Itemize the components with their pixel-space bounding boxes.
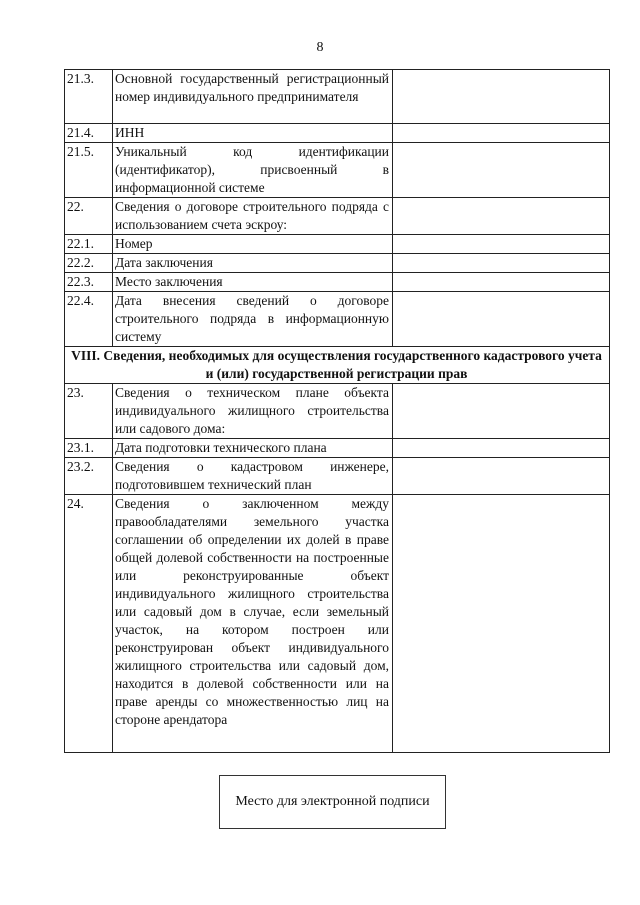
item-number: 22.1.	[65, 235, 113, 254]
page-number: 8	[316, 40, 324, 55]
table-row	[65, 235, 610, 254]
item-value-cell[interactable]	[393, 254, 610, 273]
item-number: 22.4.	[65, 292, 113, 347]
item-value-cell[interactable]	[393, 70, 610, 124]
item-description: Номер	[113, 235, 393, 254]
item-value-cell[interactable]	[393, 235, 610, 254]
item-number: 23.2.	[65, 458, 113, 495]
item-description: Дата подготовки технического плана	[113, 439, 393, 458]
item-value-cell[interactable]	[393, 143, 610, 198]
item-description: ИНН	[113, 124, 393, 143]
item-number: 21.4.	[65, 124, 113, 143]
item-value-cell[interactable]	[393, 273, 610, 292]
table-row	[65, 254, 610, 273]
item-number: 22.3.	[65, 273, 113, 292]
table-row	[65, 292, 610, 347]
item-value-cell[interactable]	[393, 124, 610, 143]
item-description: Сведения о кадастровом инженере, подготовившем технический план	[113, 458, 393, 495]
item-number: 23.1.	[65, 439, 113, 458]
table-row	[65, 458, 610, 495]
item-value-cell[interactable]	[393, 495, 610, 753]
form-table	[64, 69, 610, 753]
item-value-cell[interactable]	[393, 384, 610, 439]
section-header-row	[65, 347, 610, 384]
item-value-cell[interactable]	[393, 439, 610, 458]
item-description: Дата внесения сведений о договоре строительного подряда в информационную систему	[113, 292, 393, 347]
table-row	[65, 198, 610, 235]
table-row	[65, 384, 610, 439]
section-heading: VIII. Сведения, необходимых для осуществления государственного кадастрового учета и (или) государственной регистрации прав	[65, 347, 610, 384]
item-description: Основной государственный регистрационный номер индивидуального предпринимателя	[113, 70, 393, 124]
item-description: Дата заключения	[113, 254, 393, 273]
item-number: 21.5.	[65, 143, 113, 198]
table-row	[65, 70, 610, 124]
item-number: 21.3.	[65, 70, 113, 124]
item-number: 23.	[65, 384, 113, 439]
item-description: Уникальный код идентификации (идентификатор), присвоенный в информационной системе	[113, 143, 393, 198]
item-value-cell[interactable]	[393, 292, 610, 347]
item-number: 22.	[65, 198, 113, 235]
item-value-cell[interactable]	[393, 198, 610, 235]
item-value-cell[interactable]	[393, 458, 610, 495]
item-description: Сведения о договоре строительного подряда с использованием счета эскроу:	[113, 198, 393, 235]
signature-box	[219, 775, 446, 829]
table-row	[65, 124, 610, 143]
table-row	[65, 495, 610, 753]
item-description: Сведения о техническом плане объекта индивидуального жилищного строительства или садового дома:	[113, 384, 393, 439]
item-description: Сведения о заключенном между правообладателями земельного участка соглашении об определении их долей в праве общей долевой собственности на построенные или реконструированные объект индивидуального жилищного строительства или садовый дом в случае, если земельный участок, на котором построен или реконструирован объект индивидуального жилищного строительства или садовый дом, находится в долевой собственности или на праве аренды со множественностью лиц на стороне арендатора	[113, 495, 393, 753]
item-description: Место заключения	[113, 273, 393, 292]
signature-box-label: Место для электронной подписи	[235, 794, 430, 809]
table-row	[65, 273, 610, 292]
form-table-body	[65, 70, 610, 753]
table-row	[65, 143, 610, 198]
table-row	[65, 439, 610, 458]
item-number: 22.2.	[65, 254, 113, 273]
item-number: 24.	[65, 495, 113, 753]
